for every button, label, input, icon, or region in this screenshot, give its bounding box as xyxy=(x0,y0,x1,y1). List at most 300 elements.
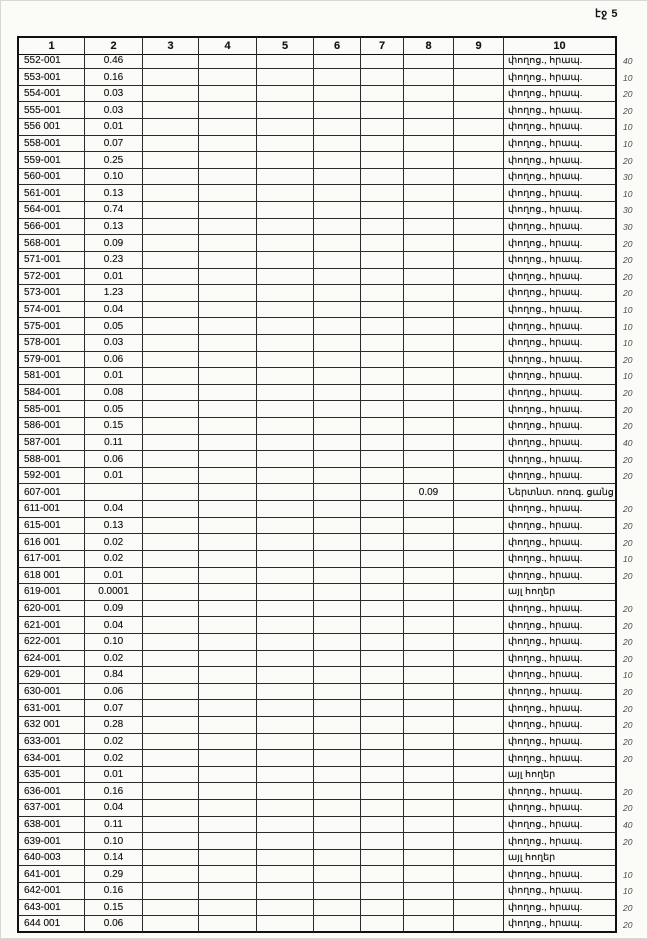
parcel-code: 578-001 xyxy=(17,335,85,352)
empty-cell xyxy=(361,534,404,551)
area-value: 0.04 xyxy=(85,800,143,817)
margin-note xyxy=(617,850,647,867)
col8-value xyxy=(404,501,454,518)
empty-cell xyxy=(361,235,404,252)
land-use-label: փողոց., հրապ. xyxy=(504,269,617,286)
area-value: 0.03 xyxy=(85,335,143,352)
margin-note: 30 xyxy=(623,205,633,216)
empty-cell xyxy=(361,767,404,784)
empty-cell xyxy=(199,601,257,618)
parcel-code: 618 001 xyxy=(17,568,85,585)
empty-cell xyxy=(361,717,404,734)
col8-value xyxy=(404,451,454,468)
parcel-code: 620-001 xyxy=(17,601,85,618)
margin-note: 30 xyxy=(623,172,633,183)
land-use-label: փողոց., հրապ. xyxy=(504,152,617,169)
empty-cell xyxy=(257,501,314,518)
land-use-label: փողոց., հրապ. xyxy=(504,352,617,369)
empty-cell xyxy=(361,866,404,883)
area-value: 0.01 xyxy=(85,568,143,585)
empty-cell xyxy=(143,750,199,767)
empty-cell xyxy=(143,634,199,651)
col8-value xyxy=(404,900,454,917)
empty-cell xyxy=(257,169,314,186)
empty-cell xyxy=(314,634,361,651)
parcel-code: 584-001 xyxy=(17,385,85,402)
empty-cell xyxy=(199,734,257,751)
empty-cell xyxy=(454,817,504,834)
col8-value xyxy=(404,169,454,186)
empty-cell xyxy=(143,269,199,286)
empty-cell xyxy=(361,484,404,501)
empty-cell xyxy=(143,551,199,568)
empty-cell xyxy=(199,518,257,535)
col8-value xyxy=(404,767,454,784)
margin-note: 20 xyxy=(623,570,633,581)
area-value: 0.04 xyxy=(85,302,143,319)
empty-cell xyxy=(454,484,504,501)
empty-cell xyxy=(454,102,504,119)
empty-cell xyxy=(143,385,199,402)
empty-cell xyxy=(361,302,404,319)
land-use-label: այլ հողեր xyxy=(504,850,617,867)
area-value: 0.16 xyxy=(85,69,143,86)
margin-note: 20 xyxy=(623,388,633,399)
parcel-code: 559-001 xyxy=(17,152,85,169)
col8-value xyxy=(404,219,454,236)
parcel-code: 579-001 xyxy=(17,352,85,369)
empty-cell xyxy=(199,235,257,252)
empty-cell xyxy=(257,53,314,70)
empty-cell xyxy=(199,717,257,734)
empty-cell xyxy=(454,418,504,435)
empty-cell xyxy=(257,850,314,867)
empty-cell xyxy=(257,883,314,900)
empty-cell xyxy=(143,152,199,169)
area-value: 0.09 xyxy=(85,601,143,618)
parcel-code: 575-001 xyxy=(17,318,85,335)
empty-cell xyxy=(361,817,404,834)
parcel-code: 622-001 xyxy=(17,634,85,651)
parcel-code: 617-001 xyxy=(17,551,85,568)
land-use-label: փողոց., հրապ. xyxy=(504,684,617,701)
empty-cell xyxy=(199,136,257,153)
land-use-label: փողոց., հրապ. xyxy=(504,285,617,302)
empty-cell xyxy=(454,335,504,352)
empty-cell xyxy=(314,601,361,618)
empty-cell xyxy=(257,352,314,369)
parcel-code: 644 001 xyxy=(17,916,85,933)
land-use-label: փողոց., հրապ. xyxy=(504,102,617,119)
land-use-label: փողոց., հրապ. xyxy=(504,119,617,136)
area-value: 0.84 xyxy=(85,667,143,684)
margin-note: 20 xyxy=(623,753,633,764)
document-table xyxy=(17,36,647,933)
empty-cell xyxy=(361,418,404,435)
empty-cell xyxy=(143,484,199,501)
empty-cell xyxy=(454,451,504,468)
land-use-label: փողոց., հրապ. xyxy=(504,800,617,817)
empty-cell xyxy=(314,285,361,302)
area-value: 0.01 xyxy=(85,269,143,286)
empty-cell xyxy=(314,484,361,501)
land-use-label: այլ հողեր xyxy=(504,767,617,784)
parcel-code: 633-001 xyxy=(17,734,85,751)
empty-cell xyxy=(257,368,314,385)
empty-cell xyxy=(199,783,257,800)
col8-value xyxy=(404,269,454,286)
land-use-label: փողոց., հրապ. xyxy=(504,866,617,883)
parcel-code: 639-001 xyxy=(17,833,85,850)
empty-cell xyxy=(314,817,361,834)
area-value: 0.04 xyxy=(85,501,143,518)
empty-cell xyxy=(314,252,361,269)
area-value xyxy=(85,484,143,501)
col8-value xyxy=(404,850,454,867)
area-value: 0.01 xyxy=(85,368,143,385)
empty-cell xyxy=(314,551,361,568)
area-value: 0.02 xyxy=(85,534,143,551)
empty-cell xyxy=(199,900,257,917)
area-value: 0.02 xyxy=(85,551,143,568)
land-use-label: փողոց., հրապ. xyxy=(504,69,617,86)
empty-cell xyxy=(454,518,504,535)
area-value: 0.06 xyxy=(85,916,143,933)
empty-cell xyxy=(454,717,504,734)
empty-cell xyxy=(361,335,404,352)
empty-cell xyxy=(454,667,504,684)
margin-note: 20 xyxy=(623,238,633,249)
land-use-label: փողոց., հրապ. xyxy=(504,335,617,352)
empty-cell xyxy=(199,269,257,286)
parcel-code: 643-001 xyxy=(17,900,85,917)
empty-cell xyxy=(454,700,504,717)
empty-cell xyxy=(199,568,257,585)
area-value: 0.10 xyxy=(85,833,143,850)
empty-cell xyxy=(143,684,199,701)
col8-value xyxy=(404,883,454,900)
empty-cell xyxy=(199,667,257,684)
col8-value xyxy=(404,866,454,883)
empty-cell xyxy=(454,252,504,269)
margin-note: 20 xyxy=(623,902,633,913)
land-use-label: փողոց., հրապ. xyxy=(504,318,617,335)
empty-cell xyxy=(257,185,314,202)
empty-cell xyxy=(361,468,404,485)
parcel-code: 611-001 xyxy=(17,501,85,518)
empty-cell xyxy=(314,734,361,751)
land-use-label: փողոց., հրապ. xyxy=(504,435,617,452)
empty-cell xyxy=(143,783,199,800)
col8-value xyxy=(404,584,454,601)
parcel-code: 585-001 xyxy=(17,401,85,418)
area-value: 0.01 xyxy=(85,119,143,136)
land-use-label: փողոց., հրապ. xyxy=(504,53,617,70)
parcel-code: 607-001 xyxy=(17,484,85,501)
empty-cell xyxy=(361,916,404,933)
empty-cell xyxy=(314,916,361,933)
land-use-label: փողոց., հրապ. xyxy=(504,418,617,435)
area-value: 0.01 xyxy=(85,767,143,784)
empty-cell xyxy=(314,800,361,817)
col-header-7: 7 xyxy=(361,36,404,55)
empty-cell xyxy=(361,169,404,186)
empty-cell xyxy=(454,385,504,402)
col8-value xyxy=(404,800,454,817)
margin-note: 20 xyxy=(623,604,633,615)
margin-note: 10 xyxy=(623,371,633,382)
parcel-code: 564-001 xyxy=(17,202,85,219)
margin-note: 20 xyxy=(623,653,633,664)
empty-cell xyxy=(199,69,257,86)
margin-note: 20 xyxy=(623,537,633,548)
empty-cell xyxy=(257,617,314,634)
area-value: 0.02 xyxy=(85,750,143,767)
empty-cell xyxy=(361,86,404,103)
empty-cell xyxy=(257,385,314,402)
empty-cell xyxy=(257,468,314,485)
empty-cell xyxy=(143,601,199,618)
empty-cell xyxy=(454,152,504,169)
empty-cell xyxy=(199,119,257,136)
empty-cell xyxy=(361,202,404,219)
land-use-label: փողոց., հրապ. xyxy=(504,617,617,634)
empty-cell xyxy=(361,219,404,236)
empty-cell xyxy=(257,684,314,701)
margin-note: 20 xyxy=(623,687,633,698)
empty-cell xyxy=(314,235,361,252)
empty-cell xyxy=(257,451,314,468)
empty-cell xyxy=(361,252,404,269)
empty-cell xyxy=(199,302,257,319)
empty-cell xyxy=(143,866,199,883)
land-use-label: փողոց., հրապ. xyxy=(504,368,617,385)
empty-cell xyxy=(143,916,199,933)
area-value: 1.23 xyxy=(85,285,143,302)
empty-cell xyxy=(257,634,314,651)
col8-value xyxy=(404,302,454,319)
parcel-code: 592-001 xyxy=(17,468,85,485)
empty-cell xyxy=(143,418,199,435)
empty-cell xyxy=(143,86,199,103)
empty-cell xyxy=(361,385,404,402)
empty-cell xyxy=(257,518,314,535)
empty-cell xyxy=(257,817,314,834)
margin-note: 10 xyxy=(623,886,633,897)
land-use-label: փողոց., հրապ. xyxy=(504,468,617,485)
empty-cell xyxy=(361,850,404,867)
land-use-label: փողոց., հրապ. xyxy=(504,401,617,418)
col8-value xyxy=(404,817,454,834)
parcel-code: 638-001 xyxy=(17,817,85,834)
empty-cell xyxy=(314,152,361,169)
col8-value xyxy=(404,551,454,568)
empty-cell xyxy=(454,551,504,568)
area-value: 0.09 xyxy=(85,235,143,252)
empty-cell xyxy=(199,501,257,518)
empty-cell xyxy=(454,767,504,784)
empty-cell xyxy=(143,435,199,452)
empty-cell xyxy=(361,783,404,800)
margin-note: 20 xyxy=(623,155,633,166)
empty-cell xyxy=(361,269,404,286)
margin-note: 20 xyxy=(623,288,633,299)
land-use-label: փողոց., հրապ. xyxy=(504,551,617,568)
margin-note: 20 xyxy=(623,620,633,631)
area-value: 0.15 xyxy=(85,418,143,435)
margin-note: 20 xyxy=(623,504,633,515)
empty-cell xyxy=(314,185,361,202)
land-use-label: փողոց., հրապ. xyxy=(504,717,617,734)
empty-cell xyxy=(199,252,257,269)
empty-cell xyxy=(257,119,314,136)
empty-cell xyxy=(199,86,257,103)
margin-note: 20 xyxy=(623,255,633,266)
area-value: 0.03 xyxy=(85,86,143,103)
empty-cell xyxy=(454,584,504,601)
empty-cell xyxy=(361,584,404,601)
land-use-label: փողոց., հրապ. xyxy=(504,883,617,900)
empty-cell xyxy=(314,518,361,535)
empty-cell xyxy=(257,219,314,236)
empty-cell xyxy=(361,900,404,917)
empty-cell xyxy=(199,916,257,933)
empty-cell xyxy=(199,767,257,784)
empty-cell xyxy=(143,518,199,535)
empty-cell xyxy=(361,368,404,385)
parcel-code: 568-001 xyxy=(17,235,85,252)
empty-cell xyxy=(454,568,504,585)
empty-cell xyxy=(257,717,314,734)
land-use-label: փողոց., հրապ. xyxy=(504,501,617,518)
margin-note: 20 xyxy=(623,919,633,930)
empty-cell xyxy=(199,484,257,501)
empty-cell xyxy=(143,883,199,900)
parcel-code: 642-001 xyxy=(17,883,85,900)
parcel-code: 588-001 xyxy=(17,451,85,468)
empty-cell xyxy=(199,866,257,883)
empty-cell xyxy=(257,750,314,767)
parcel-code: 555-001 xyxy=(17,102,85,119)
margin-note: 10 xyxy=(623,122,633,133)
land-use-label: փողոց., հրապ. xyxy=(504,518,617,535)
parcel-code: 561-001 xyxy=(17,185,85,202)
empty-cell xyxy=(314,53,361,70)
empty-cell xyxy=(257,700,314,717)
col8-value xyxy=(404,750,454,767)
col8-value xyxy=(404,69,454,86)
empty-cell xyxy=(314,651,361,668)
empty-cell xyxy=(143,252,199,269)
land-use-label: փողոց., հրապ. xyxy=(504,734,617,751)
area-value: 0.13 xyxy=(85,185,143,202)
empty-cell xyxy=(257,318,314,335)
empty-cell xyxy=(143,53,199,70)
empty-cell xyxy=(361,833,404,850)
empty-cell xyxy=(314,318,361,335)
empty-cell xyxy=(314,568,361,585)
area-value: 0.06 xyxy=(85,684,143,701)
empty-cell xyxy=(361,352,404,369)
col8-value xyxy=(404,136,454,153)
empty-cell xyxy=(314,202,361,219)
land-use-label: փողոց., հրապ. xyxy=(504,385,617,402)
empty-cell xyxy=(454,916,504,933)
empty-cell xyxy=(143,800,199,817)
empty-cell xyxy=(257,866,314,883)
parcel-code: 624-001 xyxy=(17,651,85,668)
empty-cell xyxy=(454,900,504,917)
margin-note: 20 xyxy=(623,271,633,282)
empty-cell xyxy=(199,352,257,369)
empty-cell xyxy=(314,102,361,119)
land-use-label: փողոց., հրապ. xyxy=(504,534,617,551)
margin-note: 20 xyxy=(623,471,633,482)
area-value: 0.07 xyxy=(85,136,143,153)
empty-cell xyxy=(257,484,314,501)
empty-cell xyxy=(314,883,361,900)
area-value: 0.28 xyxy=(85,717,143,734)
empty-cell xyxy=(314,717,361,734)
page-number-label: էջ 5 xyxy=(595,8,618,20)
area-value: 0.02 xyxy=(85,651,143,668)
empty-cell xyxy=(143,717,199,734)
empty-cell xyxy=(361,750,404,767)
col-header-6: 6 xyxy=(314,36,361,55)
empty-cell xyxy=(361,601,404,618)
empty-cell xyxy=(143,335,199,352)
col8-value xyxy=(404,667,454,684)
empty-cell xyxy=(199,185,257,202)
empty-cell xyxy=(314,700,361,717)
empty-cell xyxy=(199,169,257,186)
parcel-code: 566-001 xyxy=(17,219,85,236)
parcel-code: 573-001 xyxy=(17,285,85,302)
empty-cell xyxy=(454,501,504,518)
parcel-code: 560-001 xyxy=(17,169,85,186)
empty-cell xyxy=(454,468,504,485)
area-value: 0.0001 xyxy=(85,584,143,601)
empty-cell xyxy=(361,152,404,169)
empty-cell xyxy=(314,418,361,435)
empty-cell xyxy=(199,551,257,568)
empty-cell xyxy=(314,219,361,236)
area-value: 0.29 xyxy=(85,866,143,883)
empty-cell xyxy=(361,185,404,202)
margin-note: 10 xyxy=(623,338,633,349)
empty-cell xyxy=(199,617,257,634)
area-value: 0.46 xyxy=(85,53,143,70)
empty-cell xyxy=(454,617,504,634)
col-header-4: 4 xyxy=(199,36,257,55)
empty-cell xyxy=(314,584,361,601)
empty-cell xyxy=(143,235,199,252)
empty-cell xyxy=(314,783,361,800)
parcel-code: 636-001 xyxy=(17,783,85,800)
empty-cell xyxy=(361,435,404,452)
land-use-label: փողոց., հրապ. xyxy=(504,900,617,917)
empty-cell xyxy=(314,86,361,103)
empty-cell xyxy=(361,667,404,684)
parcel-code: 641-001 xyxy=(17,866,85,883)
empty-cell xyxy=(143,451,199,468)
empty-cell xyxy=(199,418,257,435)
col8-value xyxy=(404,86,454,103)
margin-note: 20 xyxy=(623,637,633,648)
empty-cell xyxy=(257,136,314,153)
parcel-code: 587-001 xyxy=(17,435,85,452)
margin-note: 10 xyxy=(623,554,633,565)
